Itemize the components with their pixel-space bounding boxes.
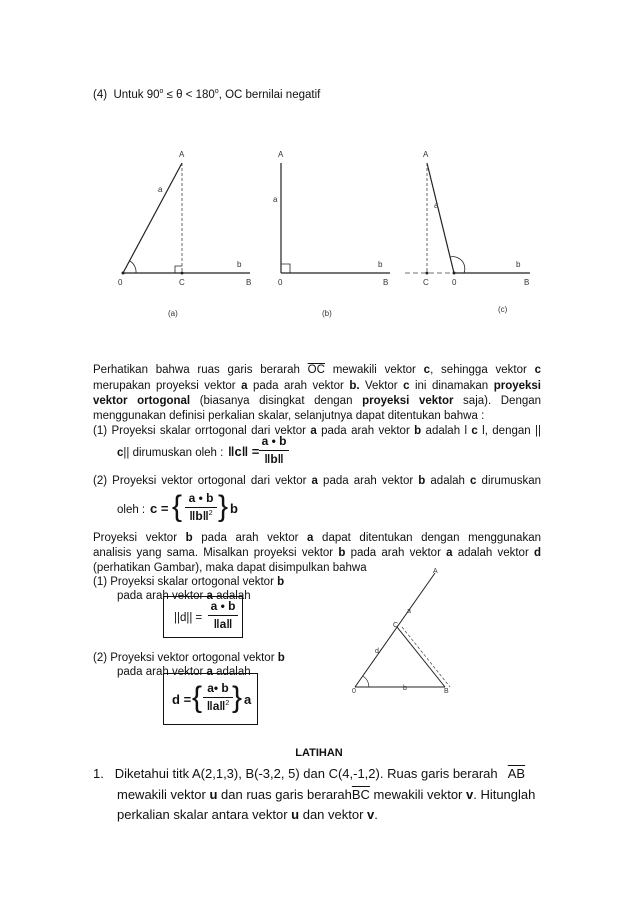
latihan-text: mewakili vektor — [117, 787, 210, 802]
para2-text: pada arah vektor — [192, 532, 308, 544]
para1-text: Perhatikan bahwa ruas garis berarah — [93, 364, 300, 376]
item1-bold: c — [117, 447, 124, 459]
para1-bold: proyeksi — [493, 380, 541, 392]
sub1-formula-box — [163, 596, 243, 638]
item1-text: adalah l — [421, 425, 472, 437]
item4-sup2: o — [214, 88, 219, 95]
left-brace: { — [172, 490, 183, 523]
item1-formula — [228, 434, 298, 470]
item1-line2 — [117, 446, 223, 460]
latihan-bold: u — [209, 787, 218, 802]
item1-text: Proyeksi skalar orrtogonal dari vektor — [111, 425, 311, 437]
fig-a-label-b: b — [237, 260, 242, 269]
para1-bold: b. — [349, 380, 360, 392]
sub1-text: Proyeksi skalar ortogonal vektor — [110, 576, 278, 588]
fig-a-label-A: A — [179, 150, 185, 159]
fig-a-label-B: B — [246, 278, 252, 287]
bc-vector: $\overline{BC}$ — [351, 787, 370, 802]
latihan-text: . — [374, 807, 378, 822]
sub2-den-var: a — [212, 699, 220, 713]
right-brace: } — [232, 681, 243, 714]
item2-text: pada arah vektor — [317, 475, 419, 487]
item1-bold: c — [471, 425, 478, 437]
item1-line1 — [93, 424, 541, 438]
latihan-text: . Hitunglah — [473, 787, 536, 802]
sub2-formula-box — [163, 673, 258, 725]
fig-b-label-b: b — [378, 260, 383, 269]
oc-vector: $\overline{OC}$ — [307, 364, 325, 376]
para1-bold: proyeksi vektor — [362, 395, 454, 407]
latihan-title: LATIHAN — [295, 747, 343, 759]
fraction-bar — [208, 615, 238, 616]
fig-c-label-O: 0 — [452, 278, 457, 287]
item2-text: adalah — [425, 475, 471, 487]
sub1-bold: a — [206, 590, 213, 602]
para1-text: (biasanya disingkat dengan — [190, 395, 363, 407]
sub1-text: adalah — [212, 590, 251, 602]
right-brace: } — [218, 490, 229, 523]
item1-bold: a — [310, 425, 317, 437]
side-fig-label-A: A — [433, 568, 438, 575]
sub1-numerator: a • b — [210, 599, 236, 613]
item2-bold: a — [311, 475, 318, 487]
item4-number: (4) — [93, 88, 108, 101]
sub2-tail: a — [244, 692, 252, 707]
formula-den-var: b — [270, 452, 278, 466]
sub1-formula-lhs: ||d|| = — [174, 612, 203, 624]
item4-line — [93, 85, 320, 102]
latihan-text: Diketahui titk A(2,1,3), B(-3,2, 5) dan C(4,-1,2). Ruas garis berarah — [114, 766, 498, 781]
para1-bold: c — [534, 364, 541, 376]
latihan-number: 1. — [93, 766, 104, 781]
item2-bold: b — [418, 475, 426, 487]
item1-text: l, dengan || — [477, 425, 542, 437]
item2-oleh: oleh : — [117, 504, 146, 516]
para2-text: analisis yang sama. Misalkan proyeksi vektor — [93, 547, 339, 559]
item1-text: || dirumuskan oleh : — [123, 447, 224, 459]
latihan-text: mewakili vektor — [369, 787, 466, 802]
item2-text: dirumuskan — [476, 475, 541, 487]
fig-a-label-C: C — [179, 278, 185, 287]
fig-b-label-a: a — [273, 195, 278, 204]
sub1-line1 — [93, 575, 284, 589]
figure-a — [118, 150, 251, 318]
sub2-formula-lhs: d = — [172, 692, 192, 707]
side-fig-label-a: a — [407, 608, 411, 615]
fig-b-label-O: 0 — [278, 278, 283, 287]
fig-b-caption: (b) — [322, 309, 332, 318]
sub2-bold: a — [206, 666, 213, 678]
side-fig-label-b: b — [403, 685, 407, 692]
latihan-bold: u — [291, 807, 300, 822]
formula2-numerator: a • b — [188, 491, 214, 505]
para2-text: pada arah vektor — [345, 547, 447, 559]
fig-c-label-C: C — [423, 278, 429, 287]
para2-line1 — [93, 531, 541, 545]
formula2-denominator: ‖b‖$^2$ — [189, 509, 213, 523]
fig-c-label-B: B — [524, 278, 530, 287]
para1-text: merupakan proyeksi vektor — [93, 380, 242, 392]
para2-bold: b — [338, 547, 346, 559]
para1-text: ini dinamakan — [409, 380, 494, 392]
latihan-line2 — [117, 786, 535, 803]
latihan-text: dan ruas garis berarah — [217, 787, 352, 802]
ab-vector: $\overline{AB}$ — [507, 766, 526, 781]
sub1-number: (1) — [93, 576, 108, 588]
para1-bold: c — [403, 380, 410, 392]
sub1-bold: b — [277, 576, 285, 588]
formula2-lhs: c = — [150, 501, 169, 516]
side-figure — [345, 565, 455, 695]
formula2-tail: b — [230, 501, 238, 516]
fig-c-label-b: b — [516, 260, 521, 269]
formula2-den-sup: 2 — [208, 510, 213, 517]
formula-numerator: a • b — [261, 434, 287, 448]
fraction-bar — [203, 697, 233, 698]
para1-bold: vektor ortogonal — [93, 395, 191, 407]
para1-line4: menggunakan definisi perkalian skalar, selanjutnya dapat ditentukan bahwa : — [93, 410, 485, 422]
item4-text-pre: Untuk 90 — [113, 88, 160, 101]
fig-a-label-a: a — [158, 185, 163, 194]
latihan-bold: v — [465, 787, 474, 802]
sub1-den-var: a — [219, 617, 227, 631]
fig-c-label-A: A — [423, 150, 429, 159]
para2-text: adalah vektor — [452, 547, 534, 559]
item1-text: pada arah vektor — [316, 425, 415, 437]
fraction-bar — [185, 507, 217, 508]
latihan-line3 — [117, 806, 378, 823]
sub2-text: pada arah vektor — [117, 666, 207, 678]
formula2-lhs-var: c — [150, 501, 158, 516]
sub2-number: (2) — [93, 652, 108, 664]
sub2-lhs-var: d — [172, 692, 180, 707]
item4-text-post: , OC bernilai negatif — [218, 88, 321, 101]
para1-text: Vektor — [359, 380, 404, 392]
item4-sup1: o — [159, 88, 164, 95]
formula-lhs-var: c — [234, 444, 242, 459]
item2-bold: c — [470, 475, 477, 487]
para2-text: dapat ditentukan dengan menggunakan — [313, 532, 541, 544]
sub1-denominator: ‖a‖ — [213, 617, 233, 631]
item2-number: (2) — [93, 475, 108, 487]
para1-line1 — [93, 363, 541, 377]
para1-line2 — [93, 379, 541, 393]
para2-bold: a — [307, 532, 314, 544]
item1-number: (1) — [93, 425, 108, 437]
left-brace: { — [192, 681, 203, 714]
sub2-bold: b — [277, 652, 285, 664]
para1-bold: a — [241, 380, 248, 392]
sub2-text: adalah — [212, 666, 251, 678]
fraction-bar — [259, 450, 289, 451]
para2-text: Proyeksi vektor — [93, 532, 186, 544]
fig-a-label-O: 0 — [118, 278, 123, 287]
para2-bold: b — [185, 532, 193, 544]
fig-c-label-a: a — [434, 201, 439, 210]
side-fig-label-C: C — [393, 622, 399, 629]
figure-c — [405, 150, 530, 314]
para1-line3 — [93, 394, 541, 408]
figure-b — [273, 150, 390, 318]
para1-text: saja). Dengan — [453, 395, 542, 407]
sub2-text: Proyeksi vektor ortogonal vektor — [110, 652, 278, 664]
sub2-denominator: ‖a‖$^2$ — [206, 699, 230, 713]
para1-text: pada arah vektor — [247, 380, 350, 392]
sub2-den-sup: 2 — [225, 700, 230, 707]
para1-text: , sehingga vektor — [430, 364, 527, 376]
item2-formula — [150, 487, 260, 529]
formula2-den-var: b — [195, 509, 203, 523]
para2-bold: a — [446, 547, 453, 559]
item2-text: Proyeksi vektor ortogonal dari vektor — [112, 475, 312, 487]
para2-line3: (perhatikan Gambar), maka dapat disimpulkan bahwa — [93, 562, 367, 574]
para2-line2 — [93, 546, 541, 560]
fig-c-caption: (c) — [498, 305, 508, 314]
latihan-bold: v — [367, 807, 375, 822]
latihan-text: perkalian skalar antara vektor — [117, 807, 292, 822]
formula-denominator: ‖b‖ — [264, 452, 284, 466]
side-fig-label-B: B — [444, 688, 449, 695]
formula-lhs: ‖c‖ = — [228, 444, 260, 459]
item1-bold: b — [414, 425, 422, 437]
side-fig-label-d: d — [375, 648, 379, 655]
fig-a-caption: (a) — [168, 309, 178, 318]
para1-bold: c — [423, 364, 431, 376]
sub2-numerator: a• b — [207, 681, 229, 695]
top-figures — [100, 140, 550, 325]
latihan-text: dan vektor — [299, 807, 368, 822]
sub1-text: pada arah vektor — [117, 590, 207, 602]
item4-mid: ≤ θ < 180 — [163, 88, 215, 101]
para2-bold: d — [533, 547, 542, 559]
side-fig-label-O: 0 — [352, 688, 356, 695]
fig-b-label-A: A — [278, 150, 284, 159]
para1-text: mewakili vektor — [332, 364, 416, 376]
item2-line1 — [93, 474, 541, 488]
fig-b-label-B: B — [383, 278, 389, 287]
latihan-line1 — [93, 765, 525, 782]
sub2-line1 — [93, 651, 285, 665]
